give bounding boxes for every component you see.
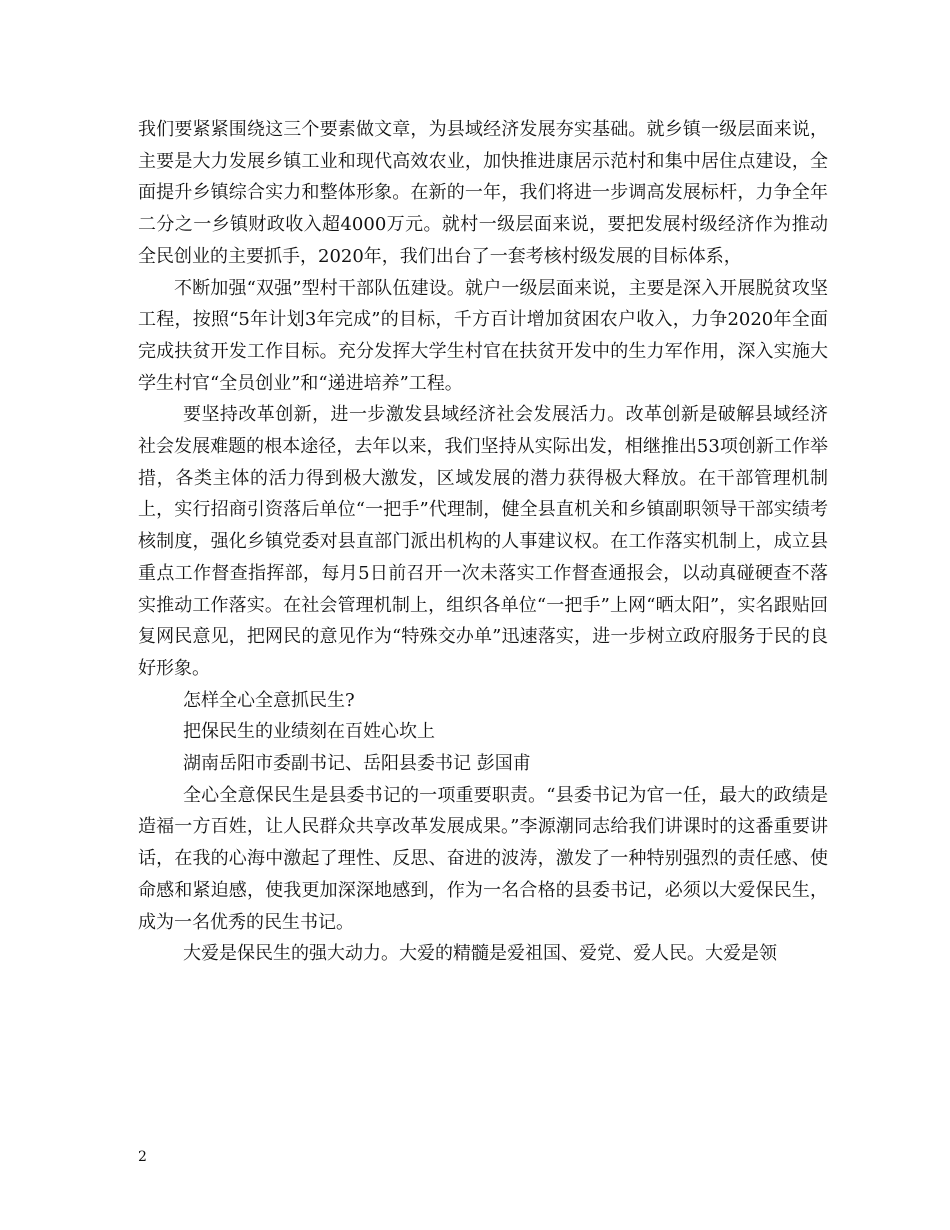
paragraph-reform-innovation: 要坚持改革创新，进一步激发县域经济社会发展活力。改革创新是破解县域经济社会发展难题的根本途径，去年以来，我们坚持从实际出发，相继推出53项创新工作举措，各类主体的活力得到极大激发，区域发展的潜力获得极大释放。在干部管理机制上，实行招商引资落后单位“一把手”代理制，健全县直机关和乡镇副职领导干部实绩考核制度，强化乡镇党委对县直部门派出机构的人事建议权。在工作落实机制上，成立县重点工作督查指挥部，每月5日前召开一次未落实工作督查通报会，以动真碰硬查不落实推动工作落实。在社会管理机制上，组织各单位“一把手”上网“晒太阳”，实名跟贴回复网民意见，把网民的意见作为“特殊交办单”迅速落实，进一步树立政府服务于民的良好形象。: [138, 404, 828, 679]
paragraph-great-love: 大爱是保民生的强大动力。大爱的精髓是爱祖国、爱党、爱人民。大爱是领: [183, 943, 777, 965]
page-number: 2: [138, 1149, 147, 1165]
article-author: 湖南岳阳市委副书记、岳阳县委书记 彭国甫: [183, 753, 531, 775]
section-heading-question: 怎样全心全意抓民生?: [183, 689, 355, 711]
article-title: 把保民生的业绩刻在百姓心坎上: [183, 721, 435, 743]
document-body: [138, 114, 828, 970]
paragraph-village-cadres: 不断加强“双强”型村干部队伍建设。就户一级层面来说，主要是深入开展脱贫攻坚工程，按照“5年计划3年完成”的目标，千方百计增加贫困农户收入，力争2020年全面完成扶贫开发工作目标。充分发挥大学生村官在扶贫开发中的生力军作用，深入实施大学生村官“全员创业”和“递进培养”工程。: [138, 277, 828, 394]
paragraph-livelihood-duty: 全心全意保民生是县委书记的一项重要职责。“县委书记为官一任，最大的政绩是造福一方百姓，让人民群众共享改革发展成果。”李源潮同志给我们讲课时的这番重要讲话，在我的心海中激起了理性、反思、奋进的波涛，激发了一种特别强烈的责任感、使命感和紧迫感，使我更加深深地感到，作为一名合格的县委书记，必须以大爱保民生，成为一名优秀的民生书记。: [138, 784, 828, 933]
paragraph-county-economy: 我们要紧紧围绕这三个要素做文章，为县域经济发展夯实基础。就乡镇一级层面来说，主要是大力发展乡镇工业和现代高效农业，加快推进康居示范村和集中居住点建设，全面提升乡镇综合实力和整体形象。在新的一年，我们将进一步调高发展标杆，力争全年二分之一乡镇财政收入超4000万元。就村一级层面来说，要把发展村级经济作为推动全民创业的主要抓手，2020年，我们出台了一套考核村级发展的目标体系，: [138, 119, 828, 267]
